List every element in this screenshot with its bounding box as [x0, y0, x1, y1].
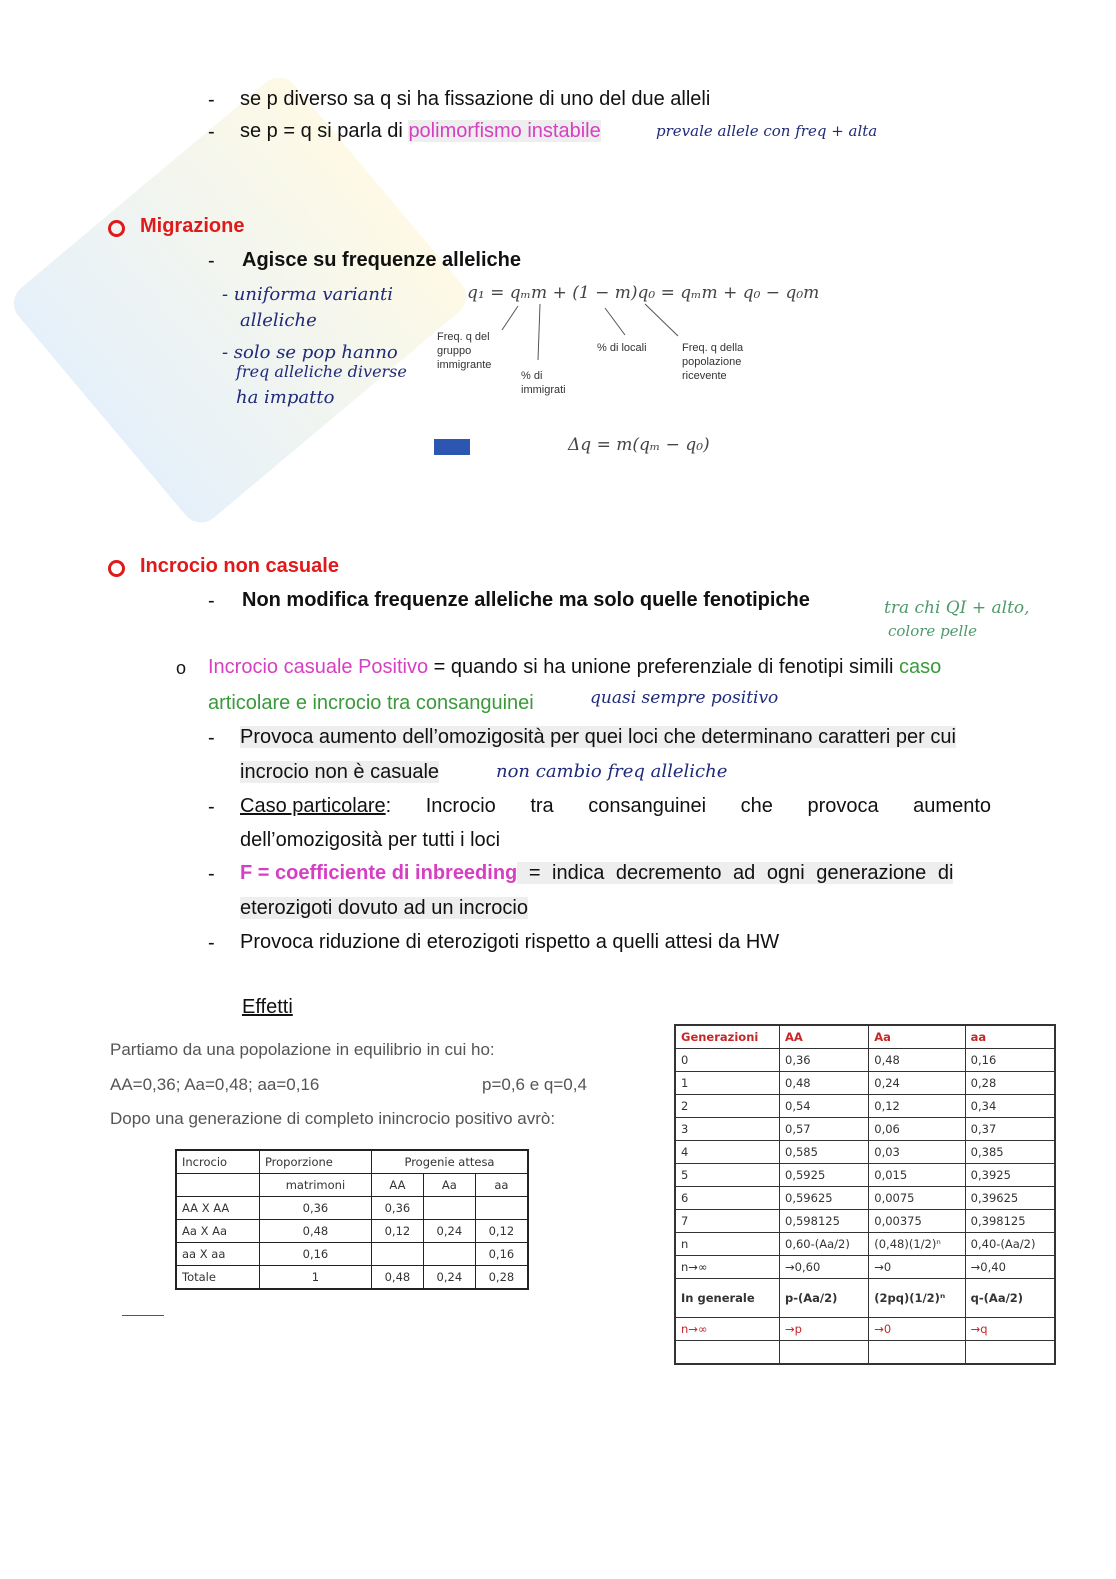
cross-table	[175, 1149, 529, 1290]
effects-pq: p=0,6 e q=0,4	[482, 1075, 587, 1094]
table-row: 3 0,57 0,06 0,37	[675, 1118, 1055, 1141]
effects-genotypes: AA=0,36; Aa=0,48; aa=0,16	[110, 1075, 320, 1094]
dash-marker: -	[208, 89, 215, 111]
table-row	[176, 1150, 528, 1174]
table-row-empty	[675, 1341, 1055, 1365]
section-bullet-icon	[108, 560, 125, 577]
label-pct-immigrati: % di immigrati	[521, 370, 566, 396]
generations-table	[674, 1024, 1056, 1365]
dash-marker: -	[208, 863, 215, 885]
note-colore: colore pelle	[888, 622, 978, 640]
table-row: Totale 1 0,48 0,24 0,28	[176, 1266, 528, 1290]
header-incrocio: Incrocio	[176, 1150, 259, 1174]
note-alleliche: alleliche	[240, 310, 317, 331]
header-proporzione: Proporzione	[259, 1150, 371, 1174]
migration-formula: q₁ = qₘm + (1 − m)q₀ = qₘm + q₀ − q₀m	[467, 283, 820, 303]
dash-marker: -	[208, 250, 215, 272]
dash-marker: -	[208, 121, 215, 143]
section-bullet-icon	[108, 220, 125, 237]
table-row: 4 0,585 0,03 0,385	[675, 1141, 1055, 1164]
effects-after: Dopo una generazione di completo inincrocio positivo avrò:	[110, 1109, 556, 1128]
effects-intro: Partiamo da una popolazione in equilibrio in cui ho:	[110, 1040, 495, 1059]
table-row: Generazioni AA Aa aa	[675, 1025, 1055, 1049]
table-row-general: In generale p-(Aa/2) (2pq)(1/2)ⁿ q-(Aa/2)	[675, 1279, 1055, 1318]
bullet-inbreeding-cont: eterozigoti dovuto ad un incrocio	[240, 897, 528, 919]
table-row: 2 0,54 0,12 0,34	[675, 1095, 1055, 1118]
note-freq-diverse: freq alleliche diverse	[236, 362, 407, 381]
table-row: 0 0,36 0,48 0,16	[675, 1049, 1055, 1072]
bullet-caso-particolare-cont: dell’omozigosità per tutti i loci	[240, 829, 501, 851]
divider	[122, 1315, 164, 1316]
dash-marker: -	[208, 727, 215, 749]
note-solo-se: - solo se pop hanno	[222, 342, 398, 363]
bullet-fixation: se p diverso sa q si ha fissazione di uno del due alleli	[240, 88, 711, 110]
note-impatto: ha impatto	[236, 387, 335, 408]
handwritten-note-prevale: prevale allele con freq + alta	[656, 122, 878, 140]
circle-bullet-icon: o	[176, 658, 187, 678]
note-quasi-sempre: quasi sempre positivo	[590, 688, 779, 708]
effects-title: Effetti	[242, 996, 293, 1018]
table-row: 7 0,598125 0,00375 0,398125	[675, 1210, 1055, 1233]
table-row: n→∞ →0,60 →0 →0,40	[675, 1256, 1055, 1279]
inbreeding-term: F = coefficiente di inbreeding	[240, 862, 518, 884]
dash-marker: -	[208, 796, 215, 818]
positive-definition: Incrocio casuale Positivo = quando si ha unione preferenziale di fenotipi simili caso	[208, 656, 942, 678]
note-non-cambio: non cambio freq alleliche	[496, 761, 728, 782]
nonrandom-bullet: Non modifica frequenze alleliche ma solo quelle fenotipiche	[242, 589, 810, 611]
polymorphism-term: polimorfismo instabile	[408, 120, 601, 142]
note-uniforma: - uniforma varianti	[222, 284, 393, 305]
table-row: matrimoni AA Aa aa	[176, 1174, 528, 1197]
bullet-inbreeding: F = coefficiente di inbreeding = indica decremento ad ogni generazione di	[240, 862, 954, 884]
bullet-omozigosita: Provoca aumento dell’omozigosità per quei loci che determinano caratteri per cui	[240, 726, 956, 748]
bullet-omozigosita-cont: incrocio non è casuale	[240, 761, 440, 783]
migration-bullet: Agisce su frequenze alleliche	[242, 249, 521, 271]
dash-marker: -	[208, 932, 215, 954]
dash-marker: -	[208, 590, 215, 612]
label-freq-ricevente: Freq. q della popolazione ricevente	[682, 342, 744, 382]
section-title-incrocio: Incrocio non casuale	[140, 555, 339, 577]
positive-consanguinei: articolare e incrocio tra consanguinei	[208, 692, 534, 714]
delta-q-formula: Δq = m(qₘ − q₀)	[568, 435, 710, 455]
header-generazioni: Generazioni	[675, 1025, 780, 1049]
bullet-caso-particolare: Caso particolare: Incrocio tra consanguinei che provoca aumento	[240, 795, 991, 817]
table-row: 5 0,5925 0,015 0,3925	[675, 1164, 1055, 1187]
table-row: 6 0,59625 0,0075 0,39625	[675, 1187, 1055, 1210]
table-row: n 0,60-(Aa/2) (0,48)(1/2)ⁿ 0,40-(Aa/2)	[675, 1233, 1055, 1256]
table-row: aa X aa 0,16 0,16	[176, 1243, 528, 1266]
label-pct-locali: % di locali	[597, 342, 647, 354]
table-row-limit: n→∞ →p →0 →q	[675, 1318, 1055, 1341]
bullet-riduzione: Provoca riduzione di eterozigoti rispetto a quelli attesi da HW	[240, 931, 780, 953]
table-row: AA X AA 0,36 0,36	[176, 1197, 528, 1220]
table-row: 1 0,48 0,24 0,28	[675, 1072, 1055, 1095]
section-title-migrazione: Migrazione	[140, 215, 245, 237]
table-row: Aa X Aa 0,48 0,12 0,24 0,12	[176, 1220, 528, 1243]
header-progenie: Progenie attesa	[371, 1150, 528, 1174]
bullet-polymorphism: se p = q si parla di polimorfismo instabile	[240, 120, 601, 142]
label-freq-group: Freq. q del gruppo immigrante	[437, 331, 492, 371]
image-fragment	[434, 439, 470, 455]
note-qi: tra chi QI + alto,	[884, 598, 1030, 618]
